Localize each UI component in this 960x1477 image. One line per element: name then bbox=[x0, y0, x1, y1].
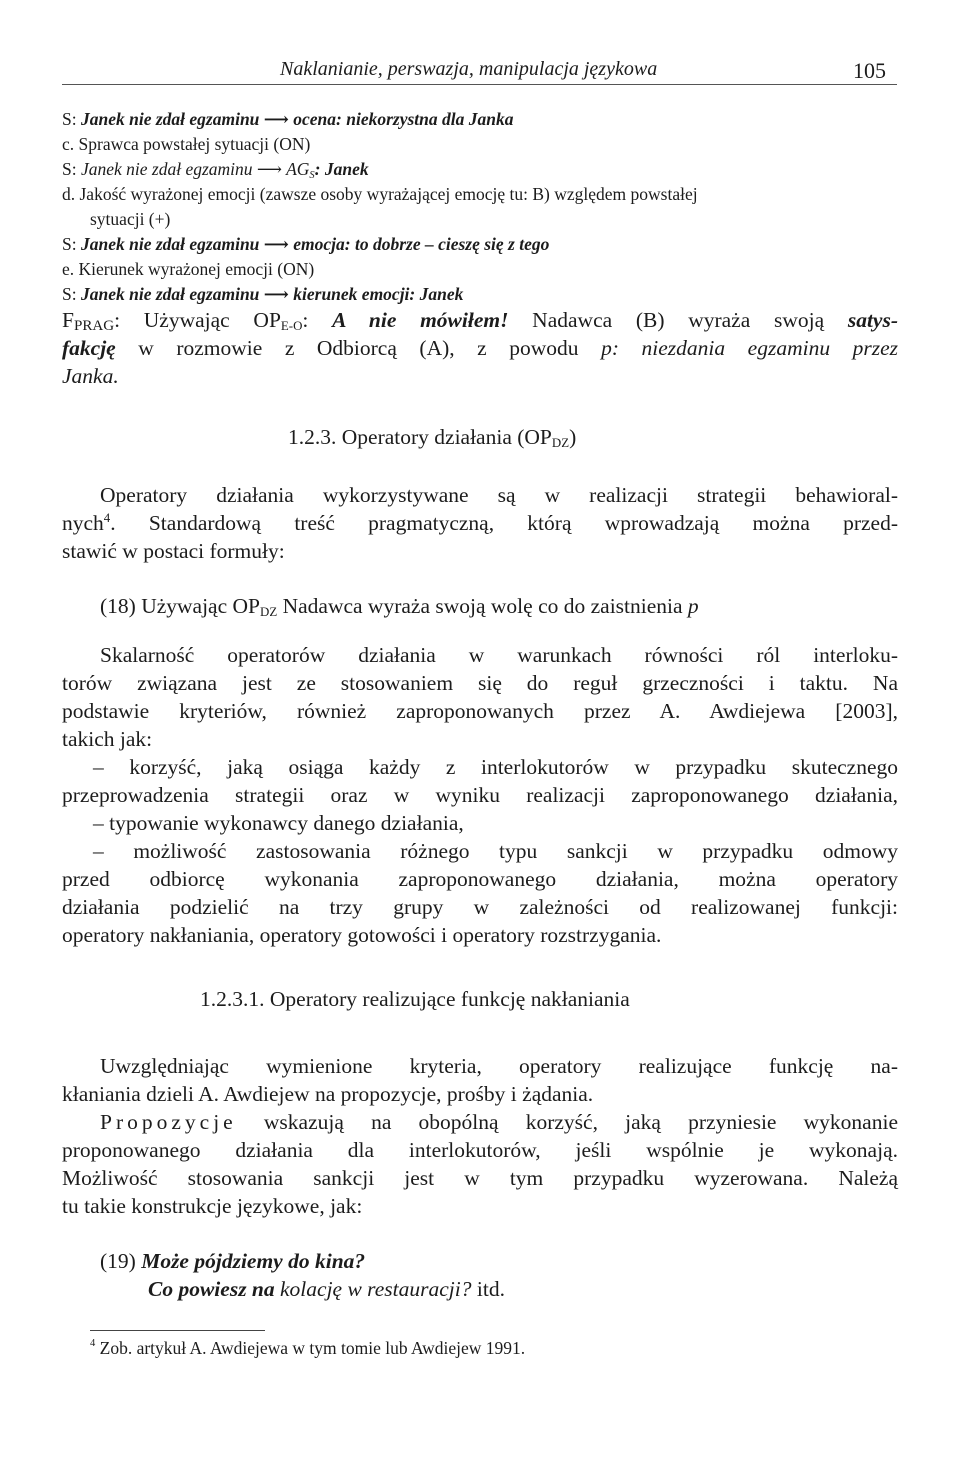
line-text: sytuacji (+) bbox=[90, 209, 171, 229]
quote: A nie mówiłem! bbox=[332, 308, 509, 332]
paragraph-line: podstawie kryteriów, również zaproponowanych przez A. Awdiejewa [2003], bbox=[62, 699, 898, 723]
example-18 bbox=[100, 594, 699, 620]
example-line bbox=[62, 234, 549, 255]
example-line bbox=[62, 259, 314, 280]
subscript: DZ bbox=[551, 436, 570, 450]
text: . Standardową treść pragmatyczną, którą wprowadzają można przed- bbox=[110, 511, 898, 535]
paragraph-line: przed odbiorcę wykonania zaproponowanego działania, można operatory bbox=[62, 867, 898, 891]
paragraph-line: Operatory działania wykorzystywane są w realizacji strategii behawioral- bbox=[100, 483, 898, 507]
line-prefix: S: bbox=[62, 109, 81, 129]
list-item-cont: przeprowadzenia strategii oraz w wyniku realizacji zaproponowanego działania, bbox=[62, 783, 898, 807]
paragraph-line: torów związana jest ze stosowaniem się do reguł grzeczności i taktu. Na bbox=[62, 671, 898, 695]
paragraph-line bbox=[62, 511, 898, 536]
header-rule bbox=[62, 84, 897, 85]
example-line bbox=[62, 109, 513, 130]
text: : niezdania egzaminu przez bbox=[611, 336, 898, 360]
subscript: S bbox=[309, 170, 315, 181]
emphasis: satys- bbox=[847, 308, 898, 332]
variable: p bbox=[687, 594, 699, 618]
footnote-rule bbox=[90, 1330, 265, 1331]
example-line bbox=[62, 284, 463, 305]
paragraph-line bbox=[100, 1110, 898, 1135]
example-19 bbox=[100, 1249, 365, 1274]
line-prefix: S: bbox=[62, 234, 81, 254]
line-prefix: S: bbox=[62, 159, 81, 179]
line-formula: Janek nie zdał egzaminu ⟶ emocja: to dobrze – cieszę się z tego bbox=[80, 234, 550, 254]
text: w rozmowie z Odbiorcą (A), z powodu bbox=[115, 336, 602, 360]
text: itd. bbox=[471, 1277, 505, 1301]
line-formula: Janek nie zdał egzaminu ⟶ kierunek emocji: Janek bbox=[80, 284, 464, 304]
section-heading bbox=[288, 425, 576, 451]
example-line bbox=[62, 134, 310, 155]
heading-text: 1.2.3. Operatory działania (OP bbox=[288, 425, 552, 449]
subsection-heading: 1.2.3.1. Operatory realizujące funkcję nakłaniania bbox=[200, 987, 630, 1011]
footnote-mark: 4 bbox=[90, 1338, 96, 1349]
example-line bbox=[90, 209, 170, 230]
example-number: (19) bbox=[100, 1249, 142, 1273]
paragraph-line: Możliwość stosowania sankcji jest w tym przypadku wyzerowana. Należą bbox=[62, 1166, 898, 1190]
text: (18) Używając OP bbox=[100, 594, 261, 618]
paragraph-line: proponowanego działania dla interlokutorów, jeśli wspólnie je wykonają. bbox=[62, 1138, 898, 1162]
line-text: c. Sprawca powstałej sytuacji (ON) bbox=[62, 134, 311, 154]
line-text: e. Kierunek wyrażonej emocji (ON) bbox=[62, 259, 315, 279]
fprag-label: F bbox=[62, 308, 74, 332]
line-text: d. Jakość wyrażonej emocji (zawsze osoby wyrażającej emocję tu: B) względem powstałej bbox=[62, 184, 698, 204]
paragraph-line: Skalarność operatorów działania w warunkach równości ról interloku- bbox=[100, 643, 898, 667]
line-formula: Janek nie zdał egzaminu ⟶ ocena: niekorzystna dla Janka bbox=[80, 109, 514, 129]
line-formula-tail: : Janek bbox=[314, 159, 369, 179]
fprag-line-1 bbox=[62, 308, 898, 335]
line-formula: Janek nie zdał egzaminu ⟶ AG bbox=[80, 159, 310, 179]
subscript: E-O bbox=[280, 319, 303, 333]
paragraph-line: tu takie konstrukcje językowe, jak: bbox=[62, 1194, 363, 1218]
list-item: – korzyść, jaką osiąga każdy z interlokutorów w przypadku skutecznego bbox=[93, 755, 898, 779]
footnote-text: Zob. artykuł A. Awdiejewa w tym tomie lub Awdiejew 1991. bbox=[95, 1338, 526, 1358]
spaced-term: Propozycje bbox=[100, 1110, 237, 1134]
example-text: Co powiesz na bbox=[148, 1277, 281, 1301]
fprag-line-3: Janka. bbox=[62, 364, 119, 388]
list-item: – możliwość zastosowania różnego typu sankcji w przypadku odmowy bbox=[93, 839, 898, 863]
example-text: Może pójdziemy do kina? bbox=[141, 1249, 366, 1273]
page-number: 105 bbox=[853, 58, 886, 83]
fprag-line-2 bbox=[62, 336, 898, 361]
paragraph-line: takich jak: bbox=[62, 727, 153, 751]
paragraph-line: kłaniania dzieli A. Awdiejew na propozycje, prośby i żądania. bbox=[62, 1082, 594, 1106]
example-line bbox=[62, 184, 698, 205]
emphasis: fakcję bbox=[62, 336, 116, 360]
example-19-line-2 bbox=[148, 1277, 505, 1302]
text: Nadawca (B) wyraża swoją bbox=[508, 308, 848, 332]
paragraph-line: działania podzielić na trzy grupy w zależności od realizowanej funkcji: bbox=[62, 895, 898, 919]
example-text: kolację w restauracji? bbox=[280, 1277, 472, 1301]
heading-text: ) bbox=[569, 425, 577, 449]
variable: p bbox=[601, 336, 612, 360]
example-line bbox=[62, 159, 369, 181]
paragraph-line: stawić w postaci formuły: bbox=[62, 539, 285, 563]
text: : bbox=[302, 308, 333, 332]
text: wskazują na obopólną korzyść, jaką przyniesie wykonanie bbox=[236, 1110, 898, 1134]
footnote-ref: 4 bbox=[103, 511, 111, 525]
text: : Używając OP bbox=[114, 308, 281, 332]
subscript: DZ bbox=[260, 605, 278, 619]
paragraph-line: Uwzględniając wymienione kryteria, operatory realizujące funkcję na- bbox=[100, 1054, 898, 1078]
running-header: Naklanianie, perswazja, manipulacja językowa bbox=[280, 58, 658, 80]
text: Nadawca wyraża swoją wolę co do zaistnienia bbox=[277, 594, 688, 618]
line-prefix: S: bbox=[62, 284, 81, 304]
footnote bbox=[90, 1338, 525, 1359]
paragraph-line: operatory nakłaniania, operatory gotowości i operatory rozstrzygania. bbox=[62, 923, 662, 947]
list-item: – typowanie wykonawcy danego działania, bbox=[93, 811, 464, 835]
subscript: PRAG bbox=[73, 318, 115, 334]
text: nych bbox=[62, 511, 104, 535]
